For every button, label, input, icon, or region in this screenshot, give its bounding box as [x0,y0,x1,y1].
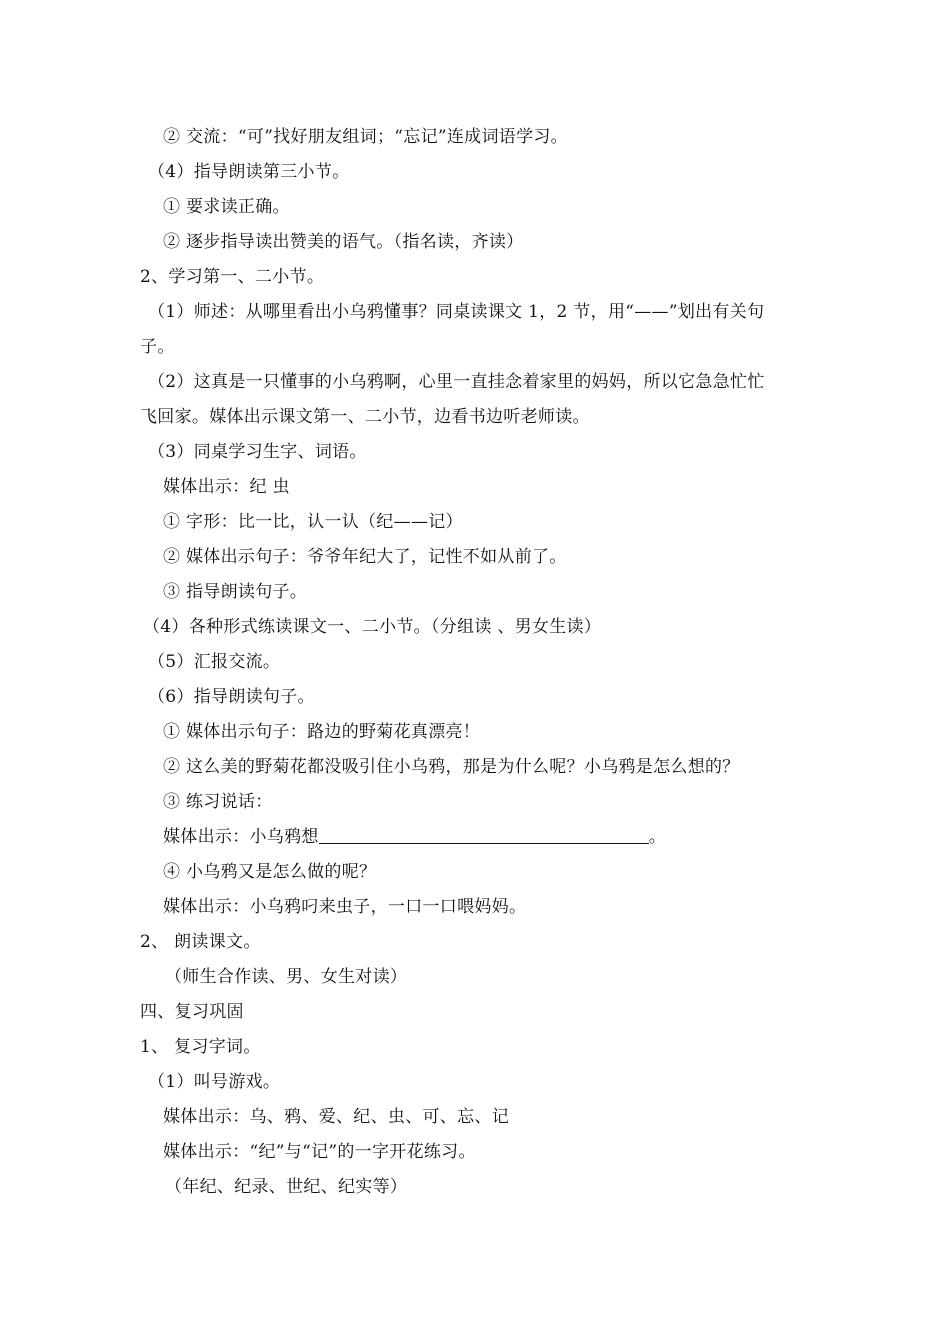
section-heading: 四、复习巩固 [140,1002,244,1022]
text-line: （4）各种形式练读课文一、二小节。（分组读 、男女生读） [143,617,602,637]
text-line: （3）同桌学习生字、词语。 [148,442,367,462]
text-line: （师生合作读、男、女生对读） [165,967,408,987]
text-line: （1）叫号游戏。 [148,1072,281,1092]
section-heading: 2、学习第一、二小节。 [140,267,325,287]
text-line: 媒体出示：“纪”与“记”的一字开花练习。 [163,1142,476,1162]
text-line: 媒体出示：乌、鸦、爱、纪、虫、可、忘、记 [163,1107,509,1127]
fill-in-blank [319,823,649,844]
section-heading: 1、 复习字词。 [140,1037,261,1057]
text-line: ① 要求读正确。 [163,197,290,217]
text-line: （1）师述：从哪里看出小乌鸦懂事？同桌读课文 1，2 节，用“——”划出有关句 [148,302,765,322]
text-line: ③ 练习说话： [163,792,273,812]
text-line: （2）这真是一只懂事的小乌鸦啊，心里一直挂念着家里的妈妈，所以它急急忙忙 [148,372,765,392]
text-line: 媒体出示：纪 虫 [163,477,290,497]
text-line: ① 媒体出示句子：路边的野菊花真漂亮！ [163,722,481,742]
text-line: （年纪、纪录、世纪、纪实等） [165,1177,408,1197]
text-line: ② 交流：“可”找好朋友组词；“忘记”连成词语学习。 [163,127,568,147]
text-line: ④ 小乌鸦又是怎么做的呢？ [163,862,377,882]
text-line: 子。 [140,337,175,357]
text-line: ② 这么美的野菊花都没吸引住小乌鸦，那是为什么呢？小乌鸦是怎么想的？ [163,757,740,777]
text-line: 飞回家。媒体出示课文第一、二小节，边看书边听老师读。 [140,407,590,427]
text-line: ② 媒体出示句子：爷爷年纪大了，记性不如从前了。 [163,547,567,567]
fill-in-end: 。 [648,827,667,847]
text-line: ① 字形：比一比，认一认（纪——记） [163,512,463,532]
text-line: （5）汇报交流。 [148,652,281,672]
fill-in-line [163,822,666,852]
text-line: （6）指导朗读句子。 [148,687,315,707]
fill-in-prompt: 媒体出示：小乌鸦想 [163,827,319,847]
text-line: （4）指导朗读第三小节。 [148,162,350,182]
section-heading: 2、 朗读课文。 [140,932,261,952]
text-line: 媒体出示：小乌鸦叼来虫子，一口一口喂妈妈。 [163,897,527,917]
text-line: ③ 指导朗读句子。 [163,582,308,602]
text-line: ② 逐步指导读出赞美的语气。（指名读，齐读） [163,232,524,252]
